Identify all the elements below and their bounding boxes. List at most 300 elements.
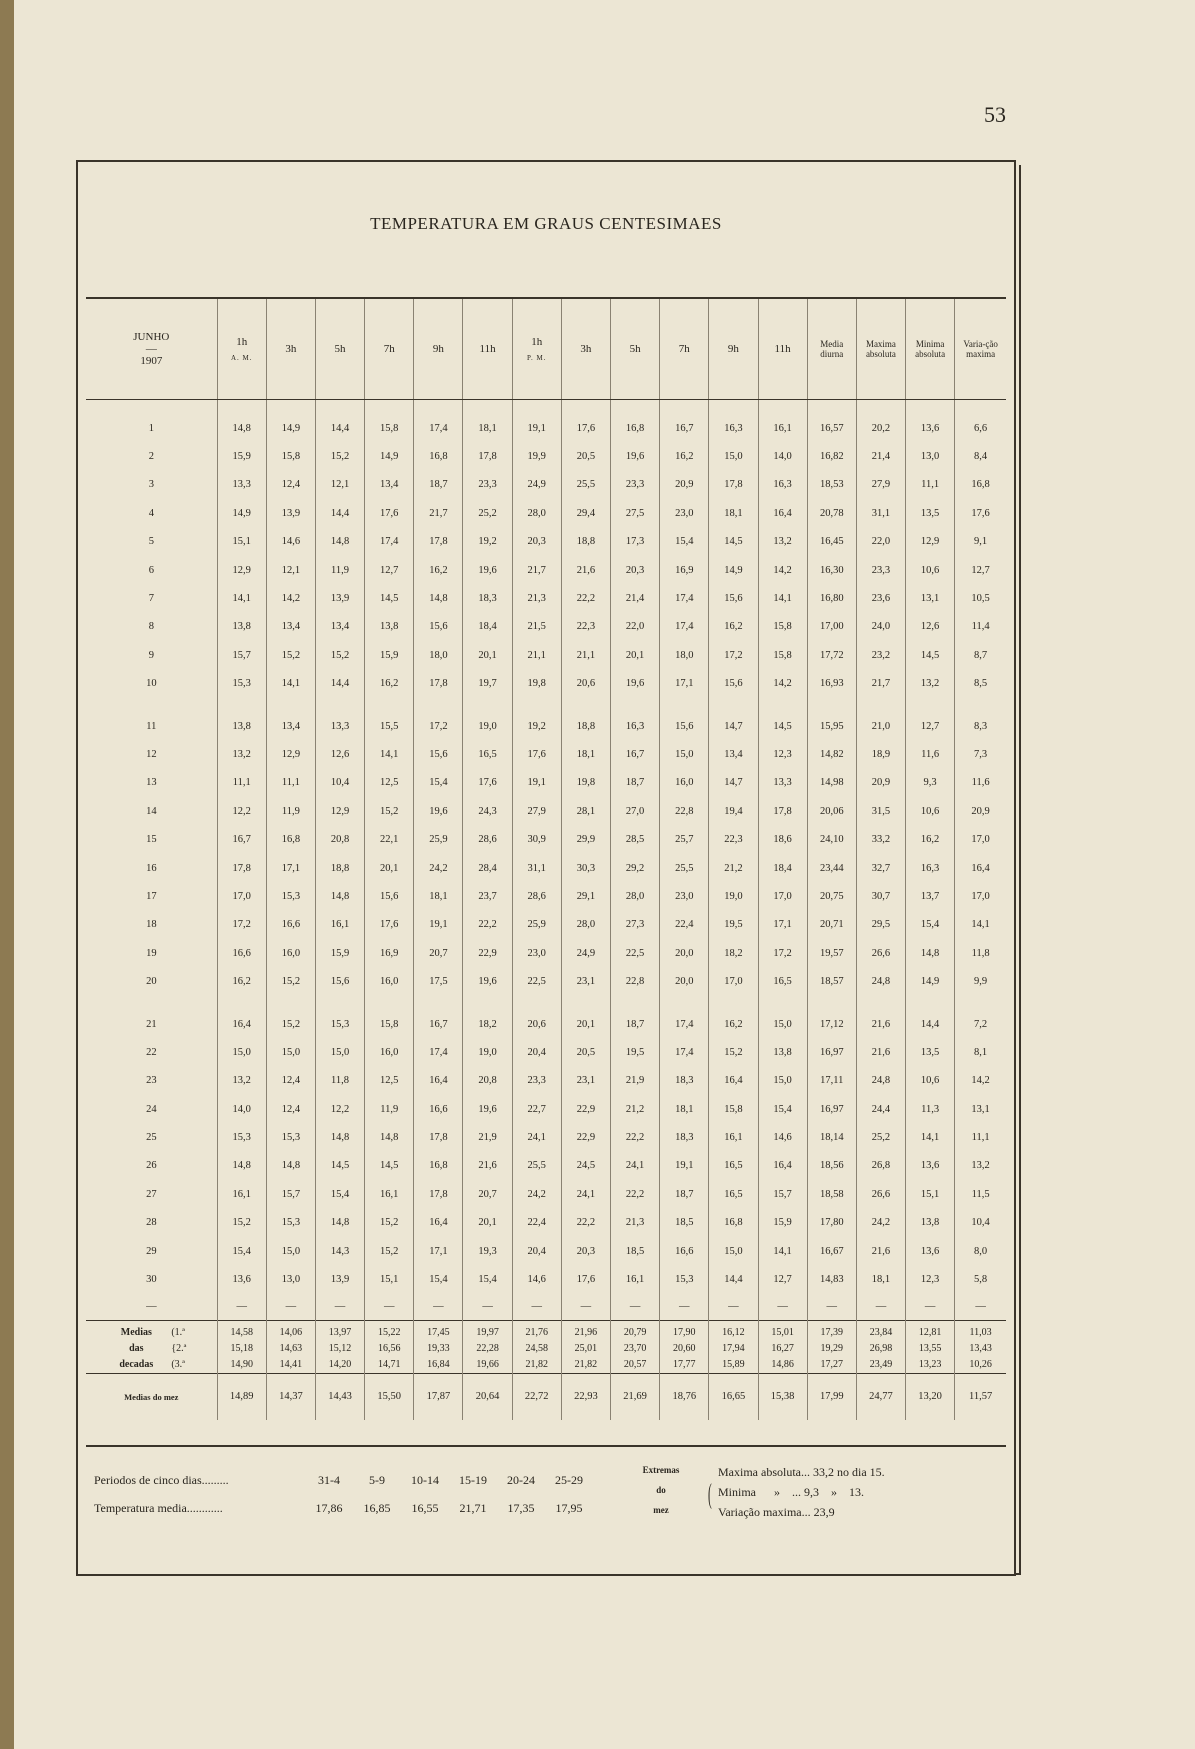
table-row [86, 1209, 1006, 1237]
value-cell: 14,98 [807, 769, 856, 797]
value-cell: 14,83 [807, 1265, 856, 1293]
value-cell: 16,80 [807, 584, 856, 612]
value-cell: 15,0 [709, 1237, 758, 1265]
value-cell: 12,3 [906, 1265, 955, 1293]
table-row [86, 740, 1006, 768]
value-cell: 11,8 [955, 939, 1006, 967]
decada-value: 22,28 [463, 1341, 512, 1357]
value-cell: 17,2 [758, 939, 807, 967]
period-value: 20-24 [507, 1473, 535, 1487]
value-cell: 12,5 [365, 769, 414, 797]
value-cell: 20,6 [561, 670, 610, 698]
value-cell: 18,7 [611, 769, 660, 797]
value-cell: 23,3 [611, 471, 660, 499]
page-number: 53 [984, 102, 1006, 127]
value-cell: 16,0 [365, 967, 414, 995]
decada-value: 17,90 [660, 1320, 709, 1341]
value-cell: 14,6 [266, 528, 315, 556]
dash-cell: — [561, 1294, 610, 1321]
value-cell: 18,1 [414, 882, 463, 910]
day-cell: 22 [146, 1046, 157, 1058]
value-cell: 20,8 [315, 825, 364, 853]
value-cell: 14,1 [266, 670, 315, 698]
table-row [86, 528, 1006, 556]
value-cell: 19,6 [463, 967, 512, 995]
value-cell: 21,2 [709, 854, 758, 882]
value-cell: 8,4 [955, 442, 1006, 470]
value-cell: 20,5 [561, 442, 610, 470]
value-cell: 13,3 [315, 712, 364, 740]
day-cell: 15 [146, 834, 157, 846]
period-value: 31-4 [318, 1473, 340, 1487]
dash-cell: — [955, 1294, 1006, 1321]
value-cell: 11,1 [266, 769, 315, 797]
value-cell: 13,4 [266, 613, 315, 641]
spacer-cell [414, 698, 463, 712]
value-cell: 12,6 [315, 740, 364, 768]
value-cell: 16,1 [217, 1180, 266, 1208]
pm-label: P. M. [526, 354, 547, 362]
value-cell: 15,0 [217, 1038, 266, 1066]
month-mean-value: 18,76 [660, 1373, 709, 1420]
value-cell: 15,3 [217, 670, 266, 698]
value-cell: 13,4 [266, 712, 315, 740]
value-cell: 13,8 [365, 613, 414, 641]
dash-cell: — [463, 1294, 512, 1321]
value-cell: 17,0 [217, 882, 266, 910]
value-cell: 18,8 [561, 712, 610, 740]
value-cell: 19,6 [414, 797, 463, 825]
hour-header: 11h [463, 298, 512, 400]
value-cell: 14,9 [217, 499, 266, 527]
value-cell: 15,2 [315, 641, 364, 669]
value-cell: 15,2 [266, 967, 315, 995]
period-value: 5-9 [369, 1473, 385, 1487]
value-cell: 15,6 [365, 882, 414, 910]
value-cell: 15,4 [315, 1180, 364, 1208]
value-cell: 14,4 [315, 414, 364, 442]
period-temp-value: 17,86 [315, 1501, 343, 1515]
periods-label: Periodos de cinco dias......... [94, 1473, 229, 1487]
value-cell: 33,2 [856, 825, 905, 853]
value-cell: 19,6 [463, 556, 512, 584]
decada-value: 23,84 [856, 1320, 905, 1341]
value-cell: 19,57 [807, 939, 856, 967]
day-cell: 3 [148, 479, 154, 491]
table-row [86, 1038, 1006, 1066]
decada-value: 21,82 [561, 1357, 610, 1374]
value-cell: 14,5 [365, 584, 414, 612]
value-cell: 13,4 [365, 471, 414, 499]
spacer-cell [315, 698, 364, 712]
value-cell: 29,1 [561, 882, 610, 910]
value-cell: 23,0 [660, 882, 709, 910]
decada-label [86, 1357, 217, 1374]
spacer-cell [709, 400, 758, 415]
spacer-cell [512, 996, 561, 1010]
decada-value: 14,41 [266, 1357, 315, 1374]
extreme-minima: Minima » ... 9,3 » 13. [718, 1485, 864, 1499]
spacer-cell [414, 400, 463, 415]
value-cell: 14,0 [217, 1095, 266, 1123]
spacer-cell [611, 996, 660, 1010]
value-cell: 26,6 [856, 1180, 905, 1208]
value-cell: 9,3 [906, 769, 955, 797]
decada-value: 20,57 [611, 1357, 660, 1374]
value-cell: 21,6 [463, 1152, 512, 1180]
decada-value: 14,90 [217, 1357, 266, 1374]
stat-header: Media diurna [807, 298, 856, 400]
value-cell: 13,3 [758, 769, 807, 797]
value-cell: 12,6 [906, 613, 955, 641]
spacer-cell [758, 400, 807, 415]
value-cell: 17,8 [414, 1123, 463, 1151]
value-cell: 17,6 [365, 911, 414, 939]
value-cell: 12,9 [315, 797, 364, 825]
value-cell: 20,5 [561, 1038, 610, 1066]
table-row [86, 769, 1006, 797]
value-cell: 17,0 [758, 882, 807, 910]
value-cell: 20,7 [463, 1180, 512, 1208]
value-cell: 16,8 [414, 442, 463, 470]
value-cell: 14,0 [758, 442, 807, 470]
value-cell: 18,3 [463, 584, 512, 612]
period-value: 15-19 [459, 1473, 487, 1487]
value-cell: 16,4 [414, 1209, 463, 1237]
period-temp-value: 16,55 [411, 1501, 439, 1515]
hour-header: 9h [709, 298, 758, 400]
decada-value: 19,66 [463, 1357, 512, 1374]
value-cell: 13,8 [217, 712, 266, 740]
decada-value: 13,55 [906, 1341, 955, 1357]
value-cell: 19,2 [512, 712, 561, 740]
value-cell: 22,5 [512, 967, 561, 995]
value-cell: 20,3 [561, 1237, 610, 1265]
value-cell: 14,9 [365, 442, 414, 470]
value-cell: 13,2 [217, 1067, 266, 1095]
value-cell: 11,1 [217, 769, 266, 797]
value-cell: 22,2 [611, 1180, 660, 1208]
value-cell: 19,8 [561, 769, 610, 797]
value-cell: 19,0 [463, 712, 512, 740]
decada-value: 15,18 [217, 1341, 266, 1357]
value-cell: 20,4 [512, 1237, 561, 1265]
value-cell: 13,8 [906, 1209, 955, 1237]
value-cell: 23,3 [856, 556, 905, 584]
value-cell: 14,9 [709, 556, 758, 584]
spacer-cell [709, 698, 758, 712]
spacer-cell [365, 698, 414, 712]
value-cell: 15,5 [365, 712, 414, 740]
hour-header: 9h [414, 298, 463, 400]
value-cell: 16,1 [365, 1180, 414, 1208]
value-cell: 18,2 [709, 939, 758, 967]
value-cell: 15,4 [463, 1265, 512, 1293]
value-cell: 22,5 [611, 939, 660, 967]
value-cell: 21,3 [512, 584, 561, 612]
value-cell: 20,9 [660, 471, 709, 499]
decada-value: 14,71 [365, 1357, 414, 1374]
value-cell: 9,1 [955, 528, 1006, 556]
value-cell: 12,3 [758, 740, 807, 768]
spacer-cell [561, 996, 610, 1010]
value-cell: 25,2 [463, 499, 512, 527]
spacer-cell [512, 698, 561, 712]
value-cell: 18,6 [758, 825, 807, 853]
value-cell: 20,1 [611, 641, 660, 669]
value-cell: 16,45 [807, 528, 856, 556]
value-cell: 20,71 [807, 911, 856, 939]
value-cell: 15,7 [266, 1180, 315, 1208]
value-cell: 24,9 [512, 471, 561, 499]
value-cell: 28,4 [463, 854, 512, 882]
value-cell: 13,2 [906, 670, 955, 698]
value-cell: 15,4 [414, 769, 463, 797]
decada-number: {2.ª [171, 1343, 187, 1355]
value-cell: 30,3 [561, 854, 610, 882]
value-cell: 17,4 [365, 528, 414, 556]
month-mean-value: 16,65 [709, 1373, 758, 1420]
spacer-cell [955, 996, 1006, 1010]
dash-cell: — [512, 1294, 561, 1321]
value-cell: 5,8 [955, 1265, 1006, 1293]
value-cell: 15,3 [660, 1265, 709, 1293]
day-cell: 16 [146, 862, 157, 874]
value-cell: 12,9 [266, 740, 315, 768]
value-cell: 23,3 [463, 471, 512, 499]
value-cell: 28,5 [611, 825, 660, 853]
spacer-cell [463, 698, 512, 712]
value-cell: 17,72 [807, 641, 856, 669]
value-cell: 17,1 [660, 670, 709, 698]
value-cell: 14,9 [266, 414, 315, 442]
value-cell: 16,7 [611, 740, 660, 768]
value-cell: 16,8 [266, 825, 315, 853]
value-cell: 18,4 [758, 854, 807, 882]
value-cell: 16,7 [414, 1010, 463, 1038]
value-cell: 16,1 [611, 1265, 660, 1293]
value-cell: 22,9 [561, 1123, 610, 1151]
value-cell: 25,5 [561, 471, 610, 499]
day-cell: 14 [146, 805, 157, 817]
value-cell: 15,0 [758, 1067, 807, 1095]
value-cell: 7,3 [955, 740, 1006, 768]
spacer-cell [315, 996, 364, 1010]
decada-number: (1.ª [171, 1327, 185, 1339]
table-row [86, 556, 1006, 584]
value-cell: 14,8 [315, 528, 364, 556]
value-cell: 12,7 [365, 556, 414, 584]
value-cell: 24,1 [611, 1152, 660, 1180]
spacer-cell [807, 996, 856, 1010]
value-cell: 15,2 [315, 442, 364, 470]
decada-value: 19,33 [414, 1341, 463, 1357]
hour-header: 3h [561, 298, 610, 400]
value-cell: 25,7 [660, 825, 709, 853]
value-cell: 18,58 [807, 1180, 856, 1208]
value-cell: 14,5 [758, 712, 807, 740]
month-mean-row [86, 1373, 1006, 1420]
table-row [86, 939, 1006, 967]
value-cell: 26,8 [856, 1152, 905, 1180]
value-cell: 16,82 [807, 442, 856, 470]
value-cell: 14,5 [906, 641, 955, 669]
spacer-cell [611, 400, 660, 415]
month-mean-value: 22,93 [561, 1373, 610, 1420]
value-cell: 13,6 [906, 414, 955, 442]
table-row [86, 854, 1006, 882]
day-cell: 10 [146, 678, 157, 690]
value-cell: 16,1 [758, 414, 807, 442]
spacer-cell [414, 996, 463, 1010]
value-cell: 13,5 [906, 499, 955, 527]
table-row [86, 471, 1006, 499]
value-cell: 22,8 [660, 797, 709, 825]
value-cell: 19,1 [512, 414, 561, 442]
value-cell: 22,9 [561, 1095, 610, 1123]
decada-value: 23,49 [856, 1357, 905, 1374]
value-cell: 18,3 [660, 1123, 709, 1151]
value-cell: 10,4 [315, 769, 364, 797]
extremes-title-1: Extremas [642, 1465, 680, 1475]
value-cell: 14,8 [365, 1123, 414, 1151]
value-cell: 21,2 [611, 1095, 660, 1123]
decada-value: 23,70 [611, 1341, 660, 1357]
stat-header: Minima absoluta [906, 298, 955, 400]
value-cell: 17,8 [758, 797, 807, 825]
spacer-cell [660, 400, 709, 415]
value-cell: 20,0 [660, 967, 709, 995]
hour-header: 7h [660, 298, 709, 400]
decada-value: 21,96 [561, 1320, 610, 1341]
month-mean-value: 22,72 [512, 1373, 561, 1420]
value-cell: 10,6 [906, 1067, 955, 1095]
value-cell: 20,1 [463, 1209, 512, 1237]
value-cell: 16,3 [758, 471, 807, 499]
decada-value: 17,77 [660, 1357, 709, 1374]
value-cell: 15,6 [709, 584, 758, 612]
extremes-title-3: mez [653, 1505, 669, 1515]
dash-cell: — [266, 1294, 315, 1321]
value-cell: 16,1 [709, 1123, 758, 1151]
table-row [86, 882, 1006, 910]
value-cell: 12,9 [906, 528, 955, 556]
value-cell: 21,7 [414, 499, 463, 527]
value-cell: 12,2 [315, 1095, 364, 1123]
dash-cell: — [365, 1294, 414, 1321]
spacer-cell [906, 698, 955, 712]
value-cell: 14,5 [709, 528, 758, 556]
spacer-cell [217, 698, 266, 712]
value-cell: 7,2 [955, 1010, 1006, 1038]
value-cell: 13,9 [266, 499, 315, 527]
value-cell: 21,1 [561, 641, 610, 669]
value-cell: 16,6 [217, 939, 266, 967]
table-frame [76, 160, 1016, 1576]
day-cell: 21 [146, 1018, 157, 1030]
value-cell: 15,1 [365, 1265, 414, 1293]
value-cell: 22,3 [709, 825, 758, 853]
value-cell: 13,9 [315, 584, 364, 612]
table-row [86, 1095, 1006, 1123]
value-cell: 18,7 [660, 1180, 709, 1208]
decada-value: 16,27 [758, 1341, 807, 1357]
value-cell: 28,0 [512, 499, 561, 527]
value-cell: 24,2 [414, 854, 463, 882]
value-cell: 16,3 [709, 414, 758, 442]
value-cell: 15,8 [266, 442, 315, 470]
decada-value: 15,89 [709, 1357, 758, 1374]
value-cell: 15,8 [365, 1010, 414, 1038]
value-cell: 16,5 [709, 1180, 758, 1208]
extremes-title-2: do [656, 1485, 666, 1495]
value-cell: 23,1 [561, 967, 610, 995]
value-cell: 30,7 [856, 882, 905, 910]
value-cell: 15,9 [365, 641, 414, 669]
spacer-row [86, 400, 1006, 415]
day-cell: 30 [146, 1274, 157, 1286]
period-temp-value: 17,35 [507, 1501, 535, 1515]
value-cell: 16,4 [709, 1067, 758, 1095]
value-cell: 21,9 [463, 1123, 512, 1151]
value-cell: 17,4 [660, 1038, 709, 1066]
value-cell: 20,1 [463, 641, 512, 669]
value-cell: 18,8 [315, 854, 364, 882]
value-cell: 19,2 [463, 528, 512, 556]
value-cell: 18,5 [611, 1237, 660, 1265]
value-cell: 29,5 [856, 911, 905, 939]
month-mean-label: Medias do mez [86, 1373, 217, 1420]
hour-header: 5h [315, 298, 364, 400]
value-cell: 27,5 [611, 499, 660, 527]
value-cell: 18,1 [856, 1265, 905, 1293]
value-cell: 24,5 [561, 1152, 610, 1180]
table-row [86, 712, 1006, 740]
value-cell: 14,4 [709, 1265, 758, 1293]
value-cell: 17,6 [561, 414, 610, 442]
day-cell: 6 [148, 564, 154, 576]
decada-value: 13,43 [955, 1341, 1006, 1357]
month-mean-value: 11,57 [955, 1373, 1006, 1420]
value-cell: 15,3 [315, 1010, 364, 1038]
value-cell: 8,3 [955, 712, 1006, 740]
value-cell: 20,75 [807, 882, 856, 910]
value-cell: 13,8 [758, 1038, 807, 1066]
period-value: 10-14 [411, 1473, 439, 1487]
value-cell: 15,0 [266, 1237, 315, 1265]
value-cell: 16,67 [807, 1237, 856, 1265]
decada-value: 13,23 [906, 1357, 955, 1374]
month-mean-value: 14,43 [315, 1373, 364, 1420]
value-cell: 19,6 [611, 670, 660, 698]
value-cell: 17,5 [414, 967, 463, 995]
dash-cell: — [146, 1301, 157, 1313]
value-cell: 15,0 [266, 1038, 315, 1066]
value-cell: 15,8 [709, 1095, 758, 1123]
value-cell: 17,8 [463, 442, 512, 470]
table-row [86, 967, 1006, 995]
spacer-cell [906, 400, 955, 415]
stat-header: Varia-ção maxima [955, 298, 1006, 400]
value-cell: 12,4 [266, 1095, 315, 1123]
value-cell: 14,1 [217, 584, 266, 612]
day-cell: 19 [146, 947, 157, 959]
decada-label [86, 1341, 217, 1357]
value-cell: 15,0 [709, 442, 758, 470]
value-cell: 31,1 [512, 854, 561, 882]
value-cell: 17,12 [807, 1010, 856, 1038]
spacer-cell [86, 698, 217, 712]
